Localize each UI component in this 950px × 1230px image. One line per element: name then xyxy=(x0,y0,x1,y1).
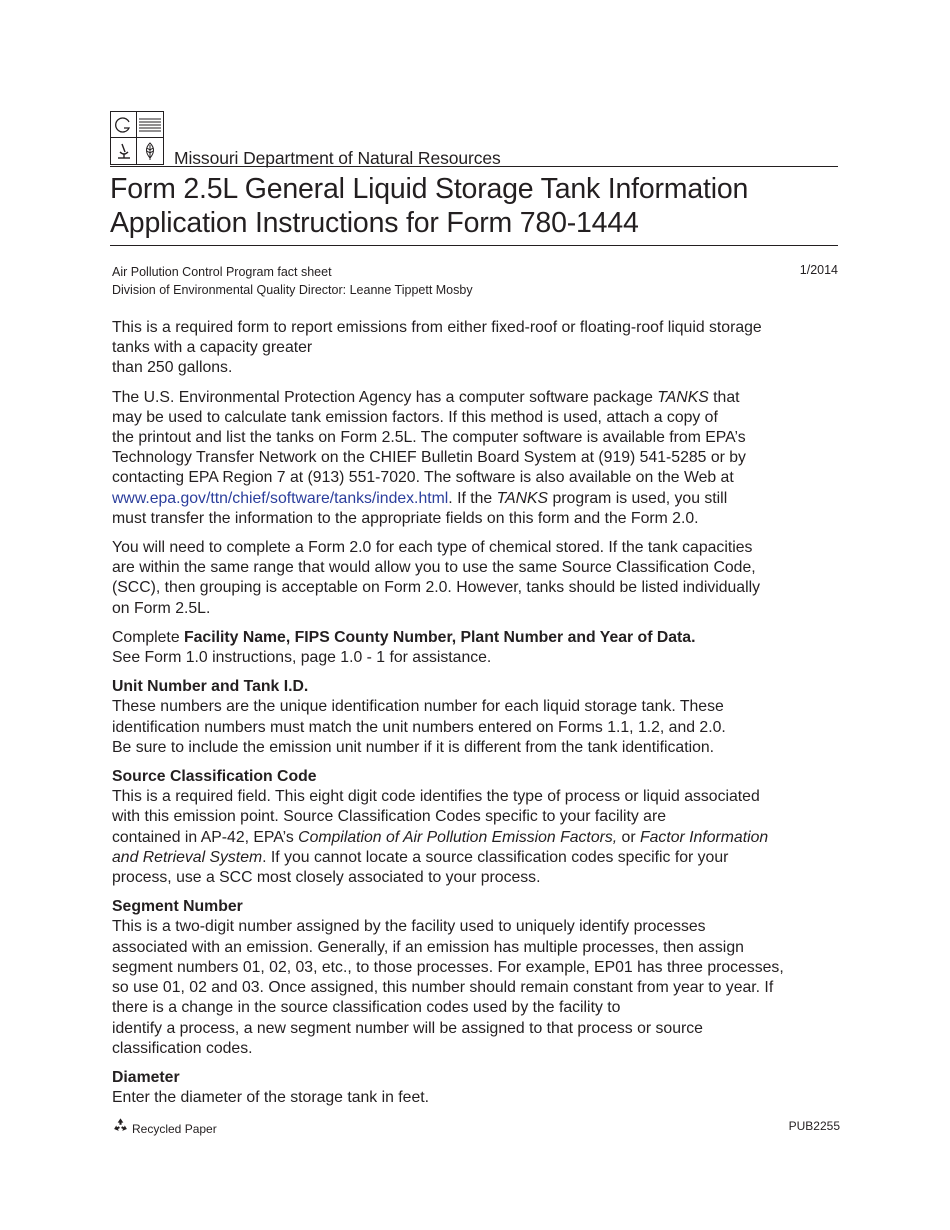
required-fields-text: Facility Name, FIPS County Number, Plant Number and Year of Data. xyxy=(184,628,696,646)
text-line: Enter the diameter of the storage tank in feet. xyxy=(112,1089,430,1107)
epa-tanks-link[interactable]: www.epa.gov/ttn/chief/software/tanks/index.html xyxy=(112,489,449,507)
section-heading: Diameter xyxy=(112,1068,180,1086)
text-run: contained in AP-42, EPA’s xyxy=(112,828,299,846)
text-run: or xyxy=(617,828,640,846)
publication-date: 1/2014 xyxy=(799,263,838,277)
title-line-1: Form 2.5L General Liquid Storage Tank Information xyxy=(110,173,749,205)
tanks-software-name: TANKS xyxy=(657,388,709,406)
intro-paragraph-2 xyxy=(112,388,840,529)
text-line: identify a process, a new segment number will be assigned to that process or source xyxy=(112,1019,703,1037)
text-line: must transfer the information to the appropriate fields on this form and the Form 2.0. xyxy=(112,509,699,527)
document-body xyxy=(112,318,840,1117)
text-line: Be sure to include the emission unit number if it is different from the tank identification. xyxy=(112,738,715,756)
publication-title: Factor Information xyxy=(640,828,769,846)
publication-title: Compilation of Air Pollution Emission Factors, xyxy=(298,828,618,846)
text-line: the printout and list the tanks on Form 2.5L. The computer software is available from EPA’s xyxy=(112,429,746,447)
header-rule-top xyxy=(110,166,838,167)
text-line: are within the same range that would allow you to use the same Source Classification Code, xyxy=(112,559,756,577)
recycle-icon xyxy=(112,1117,129,1140)
text-line: See Form 1.0 instructions, page 1.0 - 1 for assistance. xyxy=(112,649,492,667)
text-line: so use 01, 02 and 03. Once assigned, this number should remain constant from year to year. If xyxy=(112,979,774,997)
section-diameter xyxy=(112,1068,840,1108)
section-unit-number xyxy=(112,677,840,758)
recycled-paper-note xyxy=(112,1117,217,1140)
text-line: on Form 2.5L. xyxy=(112,599,211,617)
section-heading: Source Classification Code xyxy=(112,768,317,786)
logo-air-icon xyxy=(111,112,137,138)
intro-paragraph-3 xyxy=(112,538,840,619)
agency-name: Missouri Department of Natural Resources xyxy=(174,148,501,168)
text-line: These numbers are the unique identification number for each liquid storage tank. These xyxy=(112,698,724,716)
intro-paragraph-1 xyxy=(112,318,840,379)
text-line: process, use a SCC most closely associated to your process. xyxy=(112,869,541,887)
text-line: associated with an emission. Generally, if an emission has multiple processes, then assign xyxy=(112,938,744,956)
text-line: with this emission point. Source Classification Codes specific to your facility are xyxy=(112,808,667,826)
recycled-paper-label: Recycled Paper xyxy=(132,1121,217,1136)
text-line: there is a change in the source classification codes used by the facility to xyxy=(112,999,621,1017)
text-run: . If you cannot locate a source classification codes specific for your xyxy=(262,848,729,866)
title-line-2: Application Instructions for Form 780-1444 xyxy=(110,207,639,239)
text-line: identification numbers must match the unit numbers entered on Forms 1.1, 1.2, and 2.0. xyxy=(112,718,726,736)
text-line: than 250 gallons. xyxy=(112,359,233,377)
text-run: The U.S. Environmental Protection Agency has a computer software package xyxy=(112,388,658,406)
intro-paragraph-4 xyxy=(112,628,840,668)
header-rule-bottom xyxy=(110,245,838,246)
text-line: segment numbers 01, 02, 03, etc., to those processes. For example, EP01 has three processes, xyxy=(112,958,784,976)
section-heading: Unit Number and Tank I.D. xyxy=(112,678,309,696)
publication-number: PUB2255 xyxy=(788,1119,840,1133)
text-line: This is a required form to report emissions from either fixed-roof or floating-roof liquid storage xyxy=(112,319,762,336)
text-line: You will need to complete a Form 2.0 for each type of chemical stored. If the tank capacities xyxy=(112,539,753,557)
text-line: Technology Transfer Network on the CHIEF Bulletin Board System at (919) 541-5285 or by xyxy=(112,449,746,467)
text-run: Complete xyxy=(112,628,184,646)
text-run: that xyxy=(708,388,740,406)
text-line: (SCC), then grouping is acceptable on Form 2.0. However, tanks should be listed individually xyxy=(112,579,761,597)
text-line: contacting EPA Region 7 at (913) 551-7020. The software is also available on the Web at xyxy=(112,469,734,487)
text-line: tanks with a capacity greater xyxy=(112,339,313,357)
dnr-logo xyxy=(110,111,164,165)
tanks-software-name: TANKS xyxy=(496,489,549,507)
logo-leaf-icon xyxy=(137,138,163,164)
publication-title: and Retrieval System xyxy=(112,848,263,866)
logo-water-icon xyxy=(137,112,163,138)
section-heading: Segment Number xyxy=(112,898,243,916)
fact-sheet-meta xyxy=(112,263,473,299)
text-line: classification codes. xyxy=(112,1039,253,1057)
page-title xyxy=(110,172,850,240)
text-run: program is used, you still xyxy=(548,489,728,507)
program-label: Air Pollution Control Program fact sheet xyxy=(112,265,332,279)
text-line: This is a two-digit number assigned by the facility used to uniquely identify processes xyxy=(112,918,706,936)
text-line: This is a required field. This eight digit code identifies the type of process or liquid associated xyxy=(112,788,760,806)
section-segment-number xyxy=(112,897,840,1059)
logo-microscope-icon xyxy=(111,138,137,164)
director-label: Division of Environmental Quality Director: Leanne Tippett Mosby xyxy=(112,283,473,297)
section-scc xyxy=(112,767,840,888)
text-run: . If the xyxy=(448,489,497,507)
text-line: may be used to calculate tank emission factors. If this method is used, attach a copy of xyxy=(112,408,718,426)
